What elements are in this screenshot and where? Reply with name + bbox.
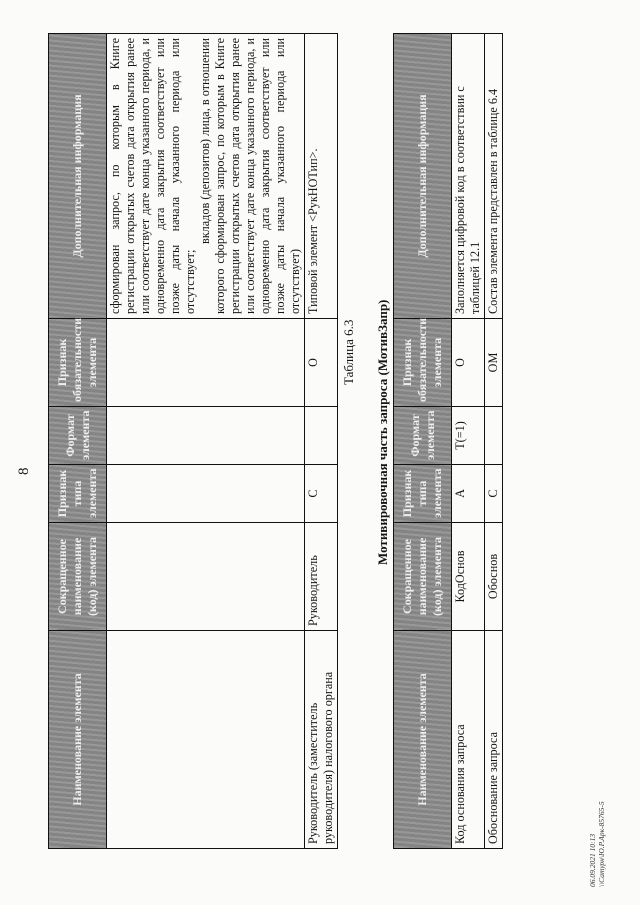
table-row [452,34,485,849]
footer-date: 06.09.2021 10:13 [588,833,597,887]
header-element-code: Сокращенное наименование (код) элемента [394,523,452,631]
cell-code: Обоснов [485,523,503,631]
cell-format [305,407,338,465]
cell-code: Руководитель [305,523,338,631]
header-element-required: Признак обязательности элемента [49,319,107,407]
table-row [107,34,305,849]
cell-name: Обоснование запроса [485,631,503,849]
cell-name [107,631,305,849]
header-element-type: Признак типа элемента [394,465,452,523]
motivation-table [393,33,503,849]
cell-type: С [485,465,503,523]
table-row [485,34,503,849]
page-number: 8 [16,467,32,475]
header-element-name: Наименование элемента [394,631,452,849]
table-header-row [394,34,452,849]
cell-info: Заполняется цифровой код в соответствии с таблицей 12.1 [452,34,485,319]
table-row [305,34,338,849]
table-header-row [49,34,107,849]
cell-name: Код основания запроса [452,631,485,849]
info-paragraph: сформирован запрос, по которым в Книге регистрации открытых счетов дата открытия ранее или соответствует дате конца указанного периода, и одновременно дата закрытия соответствует или позже даты начала указанного периода или отсутствует; [108,38,197,314]
cell-required: ОМ [485,319,503,407]
cell-code [107,523,305,631]
header-element-name: Наименование элемента [49,631,107,849]
cell-format [485,407,503,465]
cell-required [107,319,305,407]
info-paragraph: вкладов (депозитов) лица, в отношении которого сформирован запрос, по которым в Книге регистрации открытых счетов дата открытия ранее или соответствует дате конца указанного периода, и одновременно дата закрытия соответствует или позже даты начала указанного периода или отсутствует) [198,38,302,314]
footer-path: \\Сатурн\Ю.Р.Арк-85765-5 [597,801,607,887]
cell-code: КодОснов [452,523,485,631]
table-caption: Таблица 6.3 [341,319,356,385]
header-element-format: Формат элемента [394,407,452,465]
cell-type: А [452,465,485,523]
cell-info: Состав элемента представлен в таблице 6.4 [485,34,503,319]
print-footer [588,801,607,887]
table-title: Мотивировочная часть запроса (МотивЗапр) [375,299,390,565]
cell-format: T(=1) [452,407,485,465]
cell-type [107,465,305,523]
cell-required: О [305,319,338,407]
header-additional-info: Дополнительная информация [394,34,452,319]
elements-table-continued [48,33,338,849]
header-additional-info: Дополнительная информация [49,34,107,319]
cell-info [107,34,305,319]
header-element-required: Признак обязательности элемента [394,319,452,407]
cell-required: О [452,319,485,407]
header-element-format: Формат элемента [49,407,107,465]
header-element-code: Сокращенное наименование (код) элемента [49,523,107,631]
header-element-type: Признак типа элемента [49,465,107,523]
cell-format [107,407,305,465]
cell-type: С [305,465,338,523]
cell-info: Типовой элемент <РукНОТип>. [305,34,338,319]
cell-name: Руководитель (заместитель руководителя) налогового органа [305,631,338,849]
